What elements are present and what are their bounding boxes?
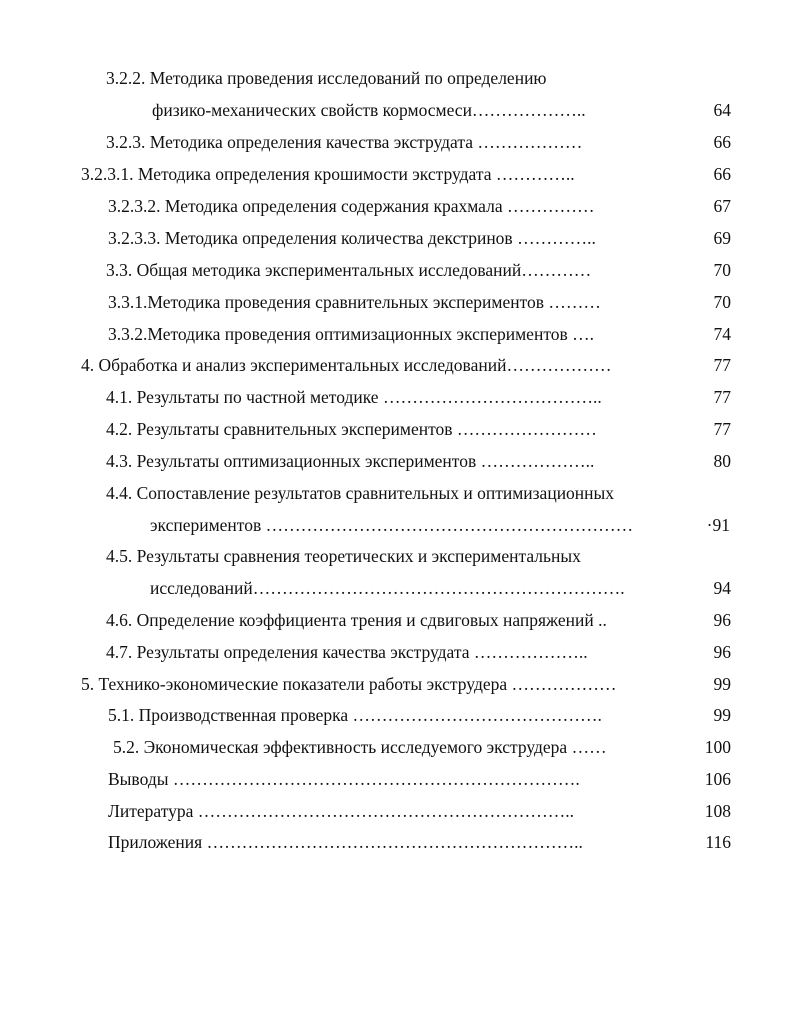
toc-entry-4-4-cont: экспериментов ……………………………………………………… — [150, 515, 634, 535]
toc-entry-4-1: 4.1. Результаты по частной методике ……………………………….. — [106, 387, 602, 407]
toc-page-number: 77 — [713, 387, 731, 407]
toc-page-number: 77 — [713, 355, 731, 375]
toc-entry-3-2-3-3: 3.2.3.3. Методика определения количества декстринов ………….. — [108, 228, 596, 248]
toc-page-number: 99 — [713, 674, 731, 694]
toc-entry-3-3-2: 3.3.2.Методика проведения оптимизационных экспериментов …. — [108, 324, 594, 344]
toc-entry-4-5: 4.5. Результаты сравнения теоретических и экспериментальных — [106, 546, 581, 566]
toc-entry-5: 5. Технико-экономические показатели работы экструдера ……………… — [81, 674, 617, 694]
toc-entry-3-2-2-cont: физико-механических свойств кормосмеси……………….. — [152, 100, 586, 120]
toc-page-number: 70 — [713, 260, 731, 280]
toc-page-number: 99 — [713, 705, 731, 725]
toc-page-number: 77 — [713, 419, 731, 439]
toc-entry-3-2-2: 3.2.2. Методика проведения исследований по определению — [106, 68, 547, 88]
toc-entry-4-5-cont: исследований………………………………………………………. — [150, 578, 625, 598]
toc-entry-4-2: 4.2. Результаты сравнительных экспериментов …………………… — [106, 419, 597, 439]
toc-page-number: 69 — [713, 228, 731, 248]
toc-entry-3-2-3: 3.2.3. Методика определения качества экструдата ……………… — [106, 132, 583, 152]
toc-entry-4-7: 4.7. Результаты определения качества экструдата ……………….. — [106, 642, 588, 662]
toc-page-number: 80 — [713, 451, 731, 471]
toc-page-number: 100 — [704, 737, 731, 757]
toc-page-number: 66 — [713, 164, 731, 184]
toc-entry-5-2: 5.2. Экономическая эффективность исследуемого экструдера …… — [113, 737, 607, 757]
toc-entry-appendices: Приложения ……………………………………………………….. — [108, 832, 583, 852]
toc-entry-4-4: 4.4. Сопоставление результатов сравнительных и оптимизационных — [106, 483, 615, 503]
toc-page-number: 67 — [713, 196, 731, 216]
toc-entry-references: Литература ……………………………………………………….. — [108, 801, 575, 821]
toc-page-number: 116 — [705, 832, 731, 852]
toc-entry-4-6: 4.6. Определение коэффициента трения и сдвиговых напряжений .. — [106, 610, 607, 630]
toc-page-number: 96 — [713, 642, 731, 662]
toc-page-number: 66 — [713, 132, 731, 152]
toc-entry-4-3: 4.3. Результаты оптимизационных экспериментов ……………….. — [106, 451, 595, 471]
toc-page-number: 96 — [713, 610, 731, 630]
toc-page-number: 108 — [704, 801, 731, 821]
toc-entry-4: 4. Обработка и анализ экспериментальных исследований……………… — [81, 355, 612, 375]
toc-entry-3-3: 3.3. Общая методика экспериментальных исследований………… — [106, 260, 592, 280]
toc-entry-3-2-3-2: 3.2.3.2. Методика определения содержания крахмала …………… — [108, 196, 595, 216]
toc-entry-3-2-3-1: 3.2.3.1. Методика определения крошимости экструдата ………….. — [81, 164, 575, 184]
toc-page-number: 70 — [713, 292, 731, 312]
toc-page-number: 106 — [704, 769, 731, 789]
toc-entry-5-1: 5.1. Производственная проверка ……………………………………. — [108, 705, 602, 725]
toc-page-number: 64 — [713, 100, 731, 120]
toc-page-number: 74 — [713, 324, 731, 344]
toc-entry-3-3-1: 3.3.1.Методика проведения сравнительных экспериментов ……… — [108, 292, 601, 312]
toc-page-number: ·91 — [706, 515, 730, 535]
toc-entry-conclusions: Выводы ……………………………………………………………. — [108, 769, 580, 789]
toc-page-number: 94 — [713, 578, 731, 598]
